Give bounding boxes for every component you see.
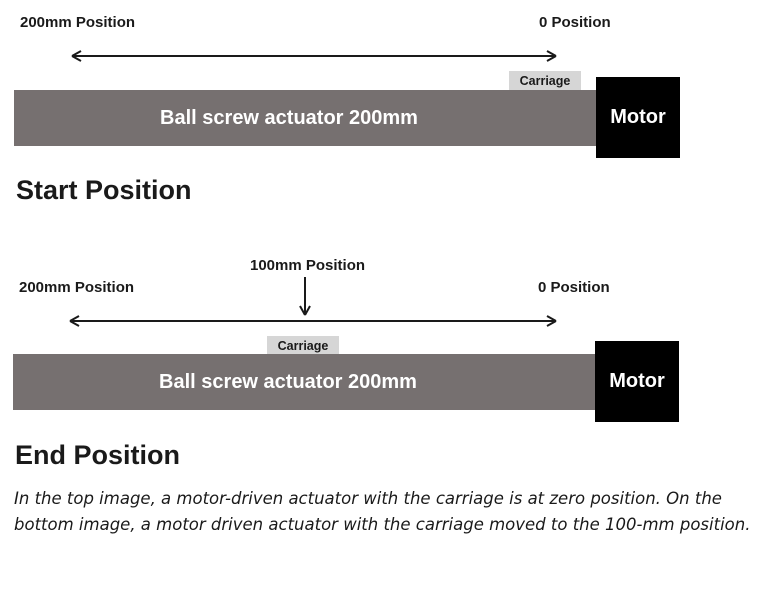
carriage: [509, 71, 581, 90]
motor-label: Motor: [609, 370, 665, 392]
ball-screw-actuator: [14, 90, 596, 146]
caption-line-1: In the top image, a motor-driven actuator with the carriage is at zero position. On the: [14, 489, 722, 508]
start-position-title: Start Position: [16, 175, 192, 205]
end-position-title: End Position: [15, 440, 180, 470]
motor: [595, 341, 679, 422]
label-100mm-position: 100mm Position: [250, 257, 366, 274]
motor: [596, 77, 680, 158]
actuator-label: Ball screw actuator 200mm: [159, 370, 417, 393]
end-position-diagram: [0, 255, 777, 435]
label-200mm-position: 200mm Position: [20, 14, 136, 31]
label-200mm-position: 200mm Position: [19, 279, 135, 296]
label-0-position: 0 Position: [539, 14, 611, 31]
carriage-label: Carriage: [519, 73, 571, 88]
start-position-diagram: [0, 0, 777, 170]
actuator-label: Ball screw actuator 200mm: [160, 106, 418, 129]
figure-caption: [14, 486, 769, 538]
motor-label: Motor: [610, 106, 666, 128]
caption-line-2: bottom image, a motor driven actuator with the carriage moved to the 100-mm position.: [14, 515, 751, 534]
carriage: [267, 336, 339, 355]
ball-screw-actuator: [13, 354, 595, 410]
carriage-label: Carriage: [277, 338, 329, 353]
label-0-position: 0 Position: [538, 279, 610, 296]
